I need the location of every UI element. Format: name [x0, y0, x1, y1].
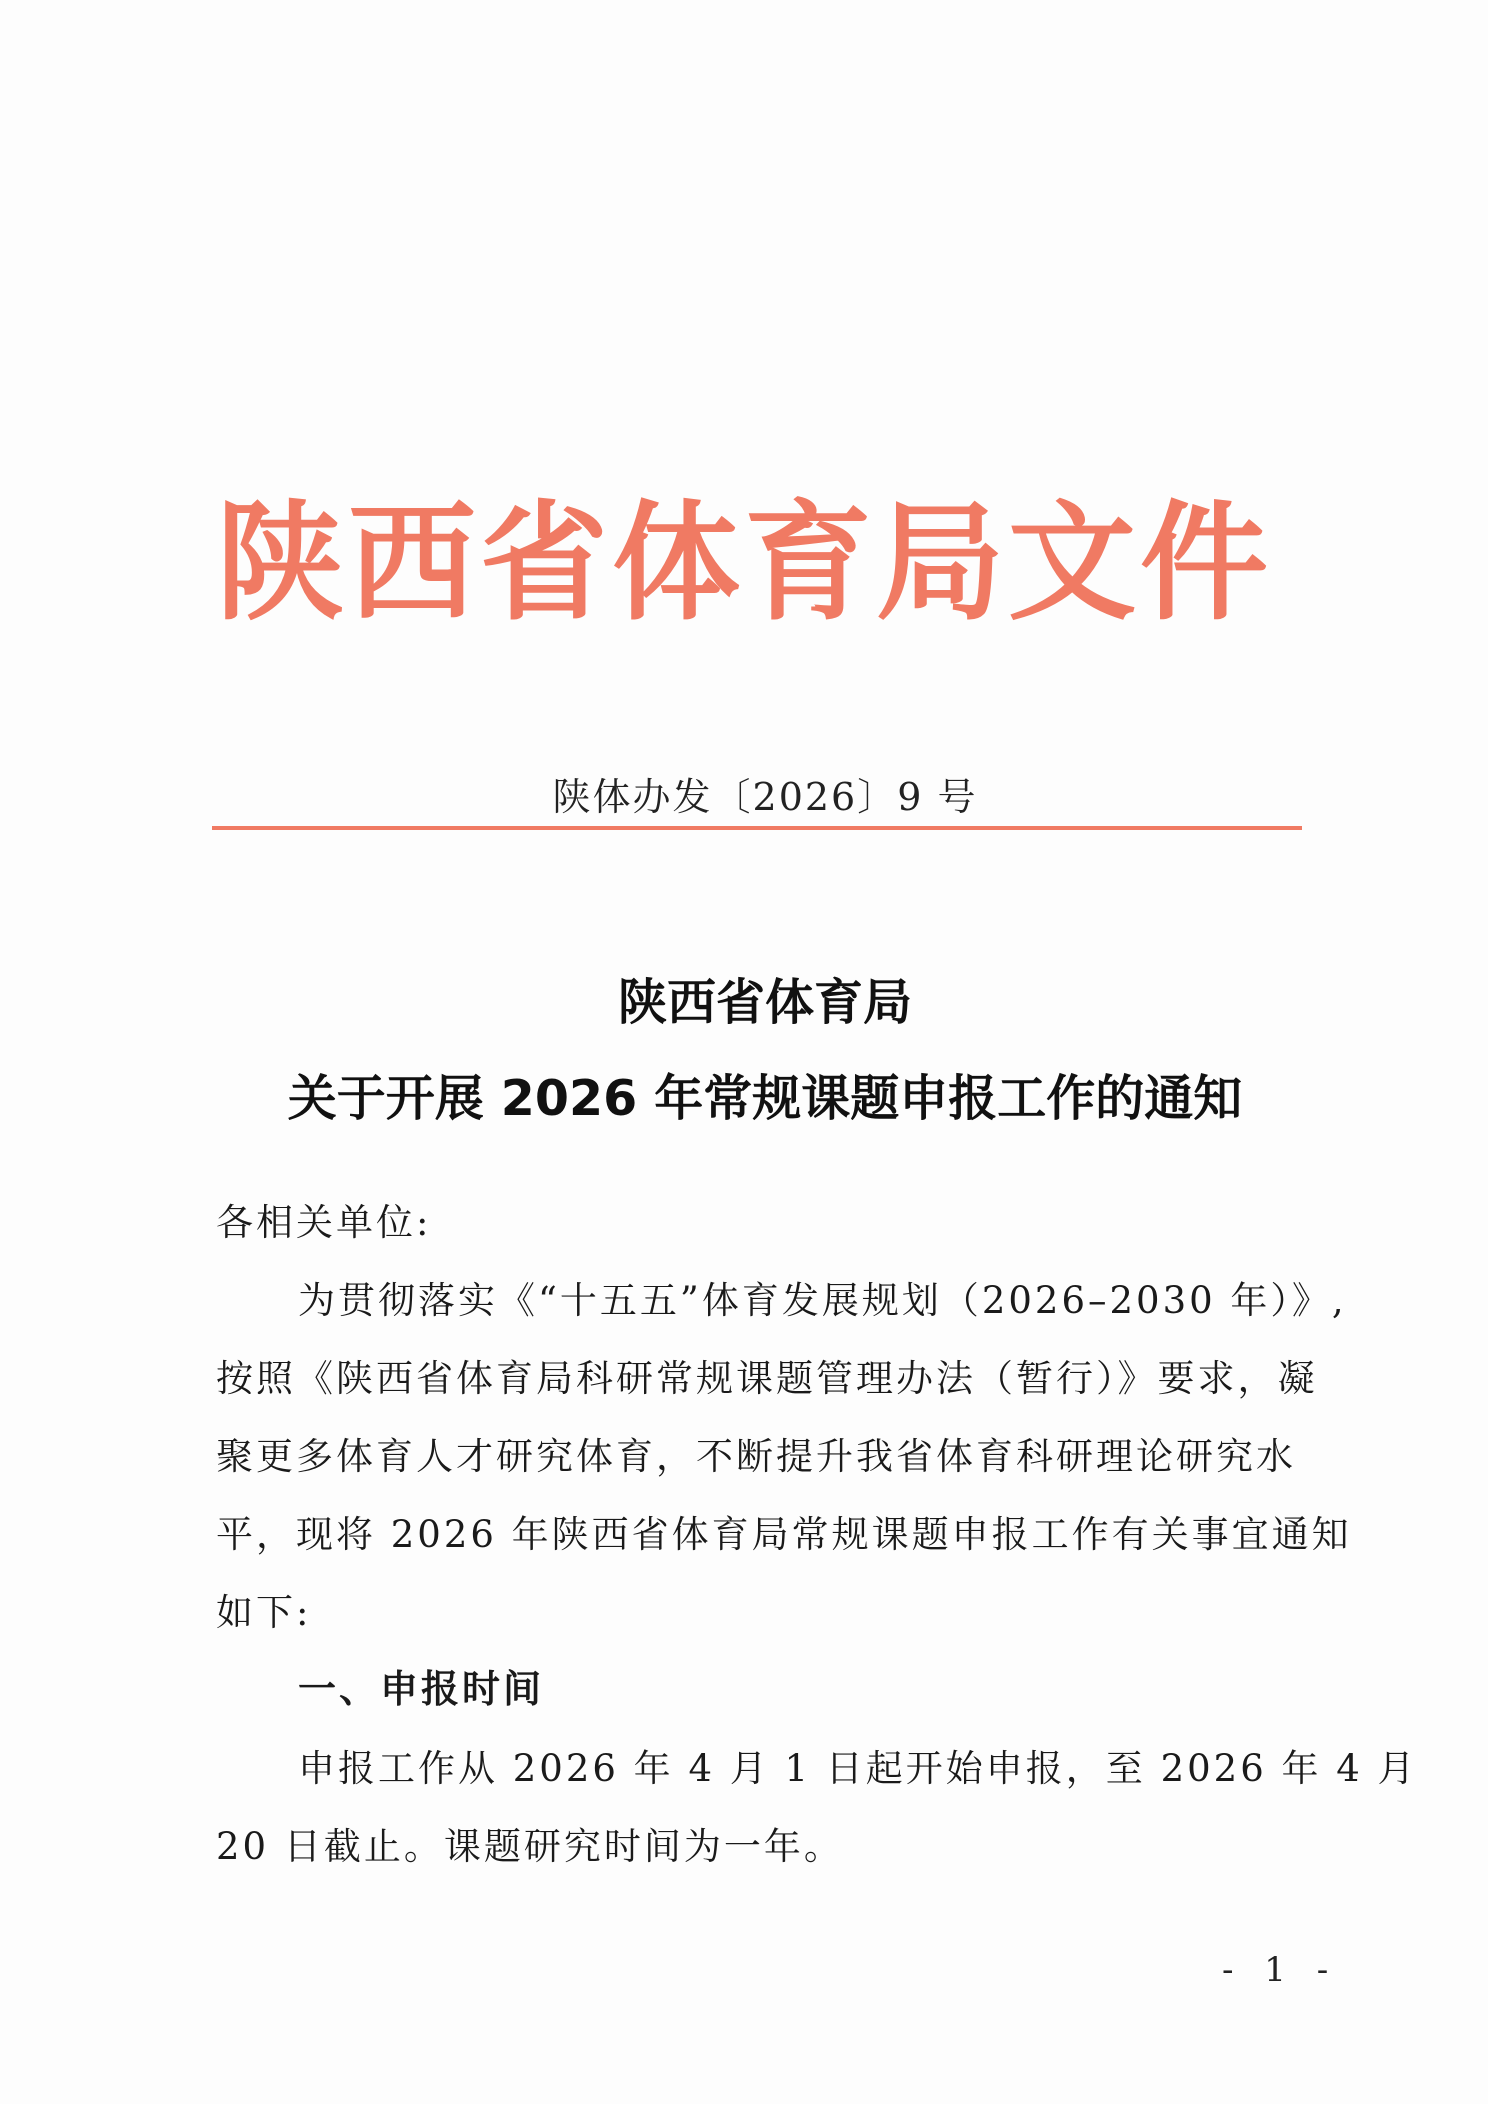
document-title-line-2: 关于开展 2026 年常规课题申报工作的通知 — [287, 1070, 1243, 1127]
paragraph-line: 聚更多体育人才研究体育，不断提升我省体育科研理论研究水 — [216, 1435, 1296, 1478]
paragraph-line: 平，现将 2026 年陕西省体育局常规课题申报工作有关事宜通知 — [216, 1513, 1352, 1556]
paragraph-line: 如下: — [216, 1591, 312, 1634]
red-divider-line — [212, 826, 1302, 830]
document-number: 陕体办发〔2026〕9 号 — [552, 775, 978, 819]
paragraph-line: 为贯彻落实《“十五五”体育发展规划（2026–2030 年）》, — [298, 1279, 1347, 1322]
paragraph-line: 申报工作从 2026 年 4 月 1 日起开始申报，至 2026 年 4 月 — [298, 1747, 1418, 1790]
paragraph-line: 20 日截止。课题研究时间为一年。 — [216, 1825, 844, 1868]
page-number: - 1 - — [1222, 1950, 1339, 1990]
paragraph-line: 按照《陕西省体育局科研常规课题管理办法（暂行）》要求，凝 — [216, 1357, 1318, 1400]
salutation: 各相关单位: — [216, 1201, 432, 1244]
agency-banner: 陕西省体育局文件 — [215, 489, 1272, 638]
section-heading: 一、申报时间 — [298, 1667, 545, 1711]
document-title-line-1: 陕西省体育局 — [617, 974, 912, 1031]
